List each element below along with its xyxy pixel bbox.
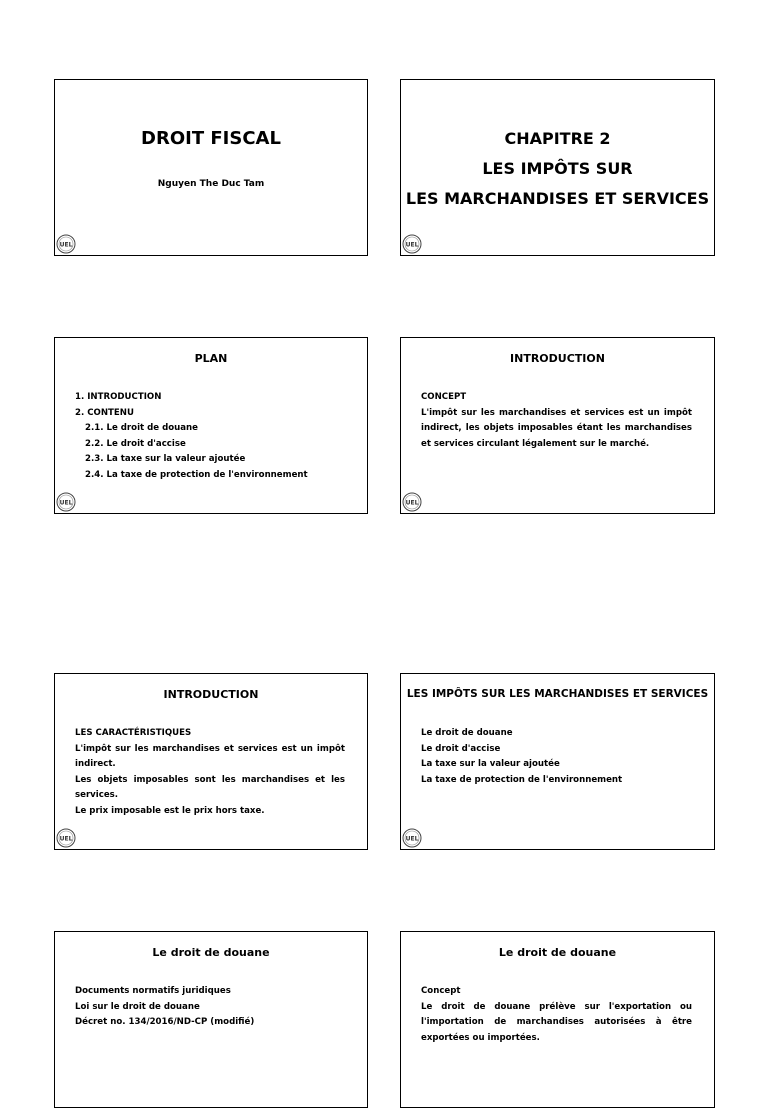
- slide-subtitle: LES CARACTÉRISTIQUES: [75, 728, 192, 738]
- slide-title: INTRODUCTION: [163, 688, 259, 701]
- slide-6: [400, 673, 715, 850]
- slide-subtitle: Concept: [421, 986, 461, 996]
- slide-text: Le droit de douane prélève sur l'exportation ou l'importation de marchandises autorisées à être exportées ou importées.: [421, 1001, 692, 1043]
- slide-line: Le droit de douane: [421, 728, 513, 738]
- chapter-line: LES MARCHANDISES ET SERVICES: [405, 189, 710, 208]
- chapter-line: CHAPITRE 2: [504, 129, 611, 148]
- svg-text:UEL: UEL: [59, 241, 73, 249]
- uel-logo-icon: [56, 234, 76, 254]
- slide-subtitle: CONCEPT: [421, 392, 467, 402]
- slide-line: L'impôt sur les marchandises et services est un impôt indirect.: [75, 743, 345, 770]
- slide-title: INTRODUCTION: [510, 352, 605, 365]
- slide-line: Le droit d'accise: [421, 743, 501, 754]
- slide-8: [400, 931, 715, 1108]
- slide-5: [54, 673, 368, 850]
- slide-line: La taxe sur la valeur ajoutée: [421, 759, 560, 770]
- slide-author: Nguyen The Duc Tam: [157, 179, 265, 189]
- slide-title: Le droit de douane: [498, 946, 617, 959]
- uel-logo-icon: [56, 492, 76, 512]
- slide-title: LES IMPÔTS SUR LES MARCHANDISES ET SERVICES: [406, 688, 709, 700]
- slide-line: Le prix imposable est le prix hors taxe.: [75, 805, 265, 816]
- svg-text:UEL: UEL: [59, 499, 73, 507]
- slide-line: La taxe de protection de l'environnement: [421, 774, 623, 785]
- chapter-title: [401, 124, 714, 214]
- uel-logo-icon: [402, 492, 422, 512]
- slide-line: Documents normatifs juridiques: [75, 986, 231, 996]
- slide-2: [400, 79, 715, 256]
- slide-3: [54, 337, 368, 514]
- svg-text:UEL: UEL: [405, 241, 419, 249]
- uel-logo-icon: [402, 828, 422, 848]
- slide-body: [421, 726, 692, 788]
- svg-text:UEL: UEL: [405, 499, 419, 507]
- slide-body: [75, 726, 345, 820]
- list-item: 2.2. Le droit d'accise: [85, 438, 186, 449]
- list-item: 2.3. La taxe sur la valeur ajoutée: [85, 454, 246, 465]
- list-item: 2.4. La taxe de protection de l'environnement: [85, 469, 308, 480]
- chapter-line: LES IMPÔTS SUR: [482, 159, 633, 178]
- slide-4: [400, 337, 715, 514]
- list-item: 2.1. Le droit de douane: [85, 423, 199, 434]
- slide-line: Les objets imposables sont les marchandises et les services.: [75, 774, 345, 801]
- plan-list: [75, 390, 345, 484]
- slide-text: L'impôt sur les marchandises et services est un impôt indirect, les objets imposables étant les marchandises et services circulant légalement sur le marché.: [421, 407, 692, 449]
- svg-text:UEL: UEL: [405, 835, 419, 843]
- slide-7: [54, 931, 368, 1108]
- slide-title: DROIT FISCAL: [141, 128, 281, 149]
- list-item: 2. CONTENU: [75, 407, 134, 418]
- slide-line: Loi sur le droit de douane: [75, 1001, 200, 1012]
- list-item: 1. INTRODUCTION: [75, 392, 162, 402]
- uel-logo-icon: [56, 828, 76, 848]
- slide-1: [54, 79, 368, 256]
- svg-text:UEL: UEL: [59, 835, 73, 843]
- slide-title: PLAN: [194, 352, 228, 365]
- uel-logo-icon: [402, 234, 422, 254]
- slide-body: [421, 390, 692, 452]
- slide-body: [421, 984, 692, 1046]
- slide-line: Décret no. 134/2016/ND-CP (modifié): [75, 1017, 255, 1028]
- slide-title: Le droit de douane: [152, 946, 270, 959]
